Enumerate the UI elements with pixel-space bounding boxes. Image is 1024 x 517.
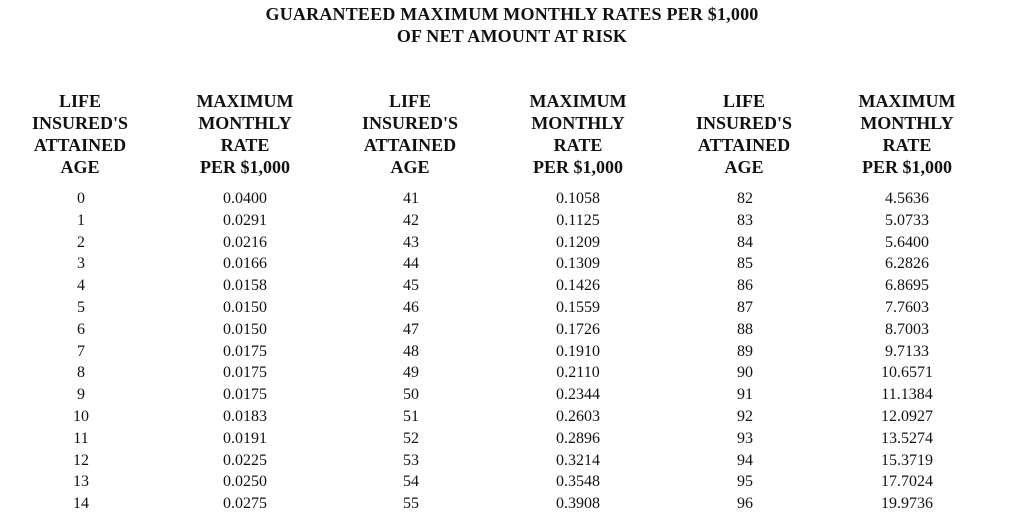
rate-column-header [841,90,973,182]
age-cell: 9 [77,386,85,404]
age-values [678,188,810,515]
rate-column-3 [841,90,973,515]
age-cell: 10 [73,407,89,425]
age-cell: 93 [737,429,753,447]
age-cell: 95 [737,473,753,491]
rate-cell: 0.3908 [556,495,600,513]
header-line: PER $1,000 [862,157,952,177]
rate-cell: 0.0291 [223,211,267,229]
rate-cell: 0.1309 [556,255,600,273]
age-cell: 45 [403,277,419,295]
rate-cell: 10.6571 [881,364,933,382]
header-line: LIFE [722,91,765,111]
header-line: ATTAINED [33,135,127,155]
rate-cell: 5.0733 [885,211,929,229]
age-cell: 14 [73,495,89,513]
age-cell: 5 [77,298,85,316]
age-cell: 91 [737,386,753,404]
age-column-header [15,90,145,182]
rate-cell: 6.8695 [885,277,929,295]
rate-column-2 [512,90,644,515]
rate-cell: 0.1125 [556,211,600,229]
age-cell: 49 [403,364,419,382]
header-line: AGE [390,157,430,177]
header-line: INSURED'S [31,113,129,133]
age-cell: 4 [77,277,85,295]
rate-cell: 0.2110 [556,364,600,382]
rate-cell: 0.3548 [556,473,600,491]
rate-cell: 0.0175 [223,342,267,360]
header-line: MONTHLY [198,113,292,133]
header-line: AGE [60,157,100,177]
age-values [345,188,475,515]
rate-cell: 0.1058 [556,190,600,207]
header-line: INSURED'S [695,113,793,133]
header-line: MONTHLY [531,113,625,133]
age-cell: 51 [403,407,419,425]
age-cell: 1 [77,211,85,229]
rate-cell: 0.2896 [556,429,600,447]
rate-cell: 17.7024 [881,473,933,491]
header-line: RATE [882,135,932,155]
header-line: PER $1,000 [533,157,623,177]
rate-cell: 0.0250 [223,473,267,491]
header-line: MAXIMUM [529,91,627,111]
age-cell: 47 [403,320,419,338]
rate-cell: 9.7133 [885,342,929,360]
rate-cell: 13.5274 [881,429,933,447]
page-subtitle: OF NET AMOUNT AT RISK [396,26,628,46]
header-line: RATE [220,135,270,155]
header-line: MAXIMUM [196,91,294,111]
age-cell: 42 [403,211,419,229]
rate-cell: 0.1726 [556,320,600,338]
rate-cell: 0.0166 [223,255,267,273]
rate-column-header [180,90,310,182]
header-line: LIFE [388,91,431,111]
rate-cell: 0.0275 [223,495,267,513]
age-cell: 90 [737,364,753,382]
rate-cell: 0.2603 [556,407,600,425]
age-cell: 7 [77,342,85,360]
header-line: PER $1,000 [200,157,290,177]
age-cell: 44 [403,255,419,273]
age-column-header [678,90,810,182]
age-cell: 41 [403,190,419,207]
rate-cell: 15.3719 [881,451,933,469]
age-cell: 96 [737,495,753,513]
rate-cell: 19.9736 [881,495,933,513]
age-cell: 3 [77,255,85,273]
rate-cell: 0.0150 [223,298,267,316]
age-cell: 2 [77,233,85,251]
rate-cell: 0.0175 [223,364,267,382]
header-line: MONTHLY [860,113,954,133]
age-cell: 43 [403,233,419,251]
rate-values [512,188,644,515]
age-column-header [345,90,475,182]
rate-cell: 0.0225 [223,451,267,469]
rate-cell: 0.0150 [223,320,267,338]
age-values [15,188,145,515]
age-cell: 88 [737,320,753,338]
age-cell: 82 [737,190,753,207]
age-cell: 12 [73,451,89,469]
age-cell: 87 [737,298,753,316]
age-cell: 8 [77,364,85,382]
rate-cell: 0.1910 [556,342,600,360]
rate-cell: 0.1426 [556,277,600,295]
rate-cell: 0.0183 [223,407,267,425]
age-cell: 55 [403,495,419,513]
age-cell: 92 [737,407,753,425]
age-cell: 48 [403,342,419,360]
rate-column-header [512,90,644,182]
age-cell: 54 [403,473,419,491]
rate-cell: 0.1559 [556,298,600,316]
rate-column-1 [180,90,310,515]
header-line: AGE [724,157,764,177]
rate-cell: 0.0191 [223,429,267,447]
rate-cell: 0.0400 [223,190,267,207]
age-cell: 6 [77,320,85,338]
rate-cell: 11.1384 [881,386,933,404]
age-cell: 52 [403,429,419,447]
page-title: GUARANTEED MAXIMUM MONTHLY RATES PER $1,000 [265,4,759,24]
age-cell: 84 [737,233,753,251]
rate-cell: 0.0175 [223,386,267,404]
age-cell: 46 [403,298,419,316]
age-column-2 [345,90,475,515]
rate-cell: 0.2344 [556,386,600,404]
rate-values [841,188,973,515]
rate-cell: 0.0216 [223,233,267,251]
header-line: ATTAINED [363,135,457,155]
header-line: MAXIMUM [858,91,956,111]
age-cell: 0 [77,190,85,207]
age-column-3 [678,90,810,515]
header-line: RATE [553,135,603,155]
age-cell: 86 [737,277,753,295]
age-cell: 13 [73,473,89,491]
rate-cell: 12.0927 [881,407,933,425]
age-cell: 89 [737,342,753,360]
header-line: INSURED'S [361,113,459,133]
rate-cell: 7.7603 [885,298,929,316]
rate-cell: 6.2826 [885,255,929,273]
header-line: LIFE [58,91,101,111]
age-cell: 85 [737,255,753,273]
rate-values [180,188,310,515]
age-cell: 50 [403,386,419,404]
rate-cell: 5.6400 [885,233,929,251]
rate-cell: 0.1209 [556,233,600,251]
age-cell: 11 [73,429,89,447]
rate-cell: 8.7003 [885,320,929,338]
age-cell: 83 [737,211,753,229]
age-column-1 [15,90,145,515]
rate-cell: 0.0158 [223,277,267,295]
age-cell: 53 [403,451,419,469]
rate-cell: 0.3214 [556,451,600,469]
rate-cell: 4.5636 [885,190,929,207]
header-line: ATTAINED [697,135,791,155]
age-cell: 94 [737,451,753,469]
